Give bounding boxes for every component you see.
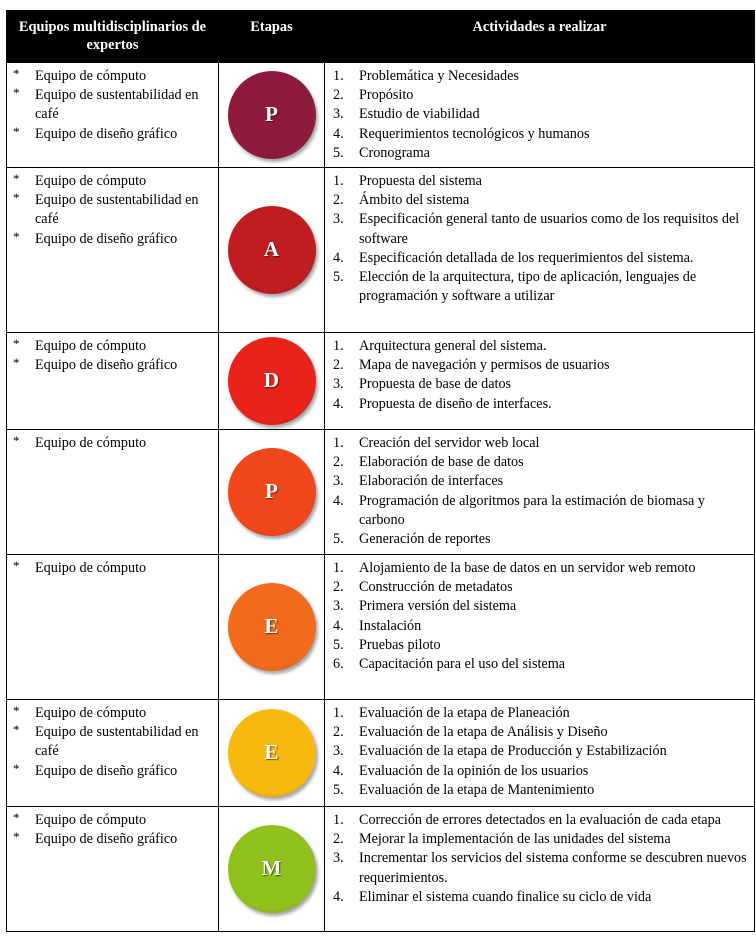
team-item (11, 559, 214, 578)
activity-text: Corrección de errores detectados en la evaluación de cada etapa (359, 812, 721, 829)
activity-item (329, 578, 750, 597)
team-item (11, 811, 214, 830)
activity-number: 2. (333, 579, 344, 596)
activity-text: Arquitectura general del sistema. (359, 338, 547, 355)
table-row (7, 333, 755, 430)
activity-text: Evaluación de la etapa de Mantenimiento (359, 781, 595, 798)
activity-text: Evaluación de la opinión de los usuarios (359, 762, 589, 779)
activity-text: Construcción de metadatos (359, 579, 513, 596)
activity-number: 1. (333, 338, 344, 355)
activity-number: 3. (333, 376, 344, 393)
stage-cell (219, 333, 325, 430)
activity-text: Propuesta del sistema (359, 173, 482, 190)
activity-number: 1. (333, 173, 344, 190)
activity-item (329, 655, 750, 674)
stage-circle (228, 337, 316, 425)
team-name: Equipo de diseño gráfico (35, 357, 178, 374)
team-item (11, 125, 214, 144)
team-item (11, 191, 214, 229)
teams-list (11, 704, 214, 781)
activity-text: Alojamiento de la base de datos en un servidor web remoto (359, 560, 696, 577)
team-item (11, 434, 214, 453)
teams-list (11, 559, 214, 578)
activity-text: Generación de reportes (359, 531, 491, 548)
team-name: Equipo de diseño gráfico (35, 230, 178, 247)
activity-item (329, 723, 750, 742)
activity-number: 4. (333, 888, 344, 905)
activity-item (329, 67, 750, 86)
asterisk-bullet-icon: * (13, 722, 20, 738)
activity-text: Programación de algoritmos para la estimación de biomasa y carbono (359, 492, 705, 528)
activity-number: 4. (333, 125, 344, 142)
activities-list (329, 67, 750, 163)
activity-text: Instalación (359, 617, 422, 634)
team-name: Equipo de sustentabilidad en café (35, 192, 199, 228)
activity-text: Capacitación para el uso del sistema (359, 656, 566, 673)
activities-cell (325, 555, 755, 700)
activity-number: 1. (333, 435, 344, 452)
activity-text: Especificación general tanto de usuarios como de los requisitos del software (359, 211, 740, 247)
team-name: Equipo de cómputo (35, 435, 147, 452)
stage-letter: M (261, 856, 282, 881)
teams-cell (7, 333, 219, 430)
activity-text: Problemática y Necesidades (359, 68, 519, 84)
activity-item (329, 617, 750, 636)
activity-text: Elaboración de base de datos (359, 454, 524, 471)
stage-cell (219, 168, 325, 333)
teams-cell (7, 63, 219, 168)
stage-circle (228, 448, 316, 536)
activities-cell (325, 63, 755, 168)
team-name: Equipo de cómputo (35, 173, 147, 190)
activity-text: Requerimientos tecnológicos y humanos (359, 125, 590, 142)
team-name: Equipo de cómputo (35, 338, 147, 355)
team-item (11, 356, 214, 375)
activity-item (329, 105, 750, 124)
activity-text: Primera versión del sistema (359, 598, 517, 615)
activity-number: 3. (333, 211, 344, 228)
activity-text: Evaluación de la etapa de Planeación (359, 705, 570, 722)
activity-item (329, 86, 750, 105)
team-item (11, 67, 214, 86)
team-item (11, 704, 214, 723)
stage-cell (219, 807, 325, 932)
team-name: Equipo de diseño gráfico (35, 831, 178, 848)
activity-number: 1. (333, 705, 344, 722)
activity-item (329, 268, 750, 306)
asterisk-bullet-icon: * (13, 829, 20, 845)
team-name: Equipo de sustentabilidad en café (35, 87, 199, 123)
asterisk-bullet-icon: * (13, 433, 20, 449)
team-item (11, 172, 214, 191)
activity-number: 2. (333, 87, 344, 104)
activity-text: Mejorar la implementación de las unidades del sistema (359, 831, 671, 848)
activities-cell (325, 700, 755, 807)
stage-circle (228, 709, 316, 797)
activity-number: 2. (333, 357, 344, 374)
activity-item (329, 472, 750, 491)
activity-number: 4. (333, 249, 344, 266)
asterisk-bullet-icon: * (13, 228, 20, 244)
activity-item (329, 530, 750, 549)
table-row (7, 168, 755, 333)
asterisk-bullet-icon: * (13, 190, 20, 206)
team-item (11, 230, 214, 249)
activities-list (329, 434, 750, 549)
activities-cell (325, 168, 755, 333)
stage-cell (219, 63, 325, 168)
teams-list (11, 811, 214, 849)
activity-number: 6. (333, 656, 344, 673)
teams-cell (7, 700, 219, 807)
activity-item (329, 811, 750, 830)
asterisk-bullet-icon: * (13, 171, 20, 187)
asterisk-bullet-icon: * (13, 66, 20, 81)
activities-list (329, 172, 750, 306)
stage-letter: P (265, 479, 278, 504)
activity-number: 4. (333, 762, 344, 779)
stage-circle (228, 71, 316, 159)
activity-item (329, 395, 750, 414)
activity-item (329, 762, 750, 781)
team-item (11, 830, 214, 849)
activities-cell (325, 807, 755, 932)
activity-number: 5. (333, 269, 344, 286)
activity-number: 2. (333, 454, 344, 471)
team-name: Equipo de sustentabilidad en café (35, 724, 199, 760)
activity-item (329, 172, 750, 191)
activities-list (329, 811, 750, 907)
stage-circle (228, 583, 316, 671)
teams-list (11, 434, 214, 453)
team-name: Equipo de cómputo (35, 68, 147, 84)
activity-item (329, 210, 750, 248)
activity-number: 4. (333, 395, 344, 412)
asterisk-bullet-icon: * (13, 760, 20, 776)
teams-cell (7, 807, 219, 932)
asterisk-bullet-icon: * (13, 558, 20, 574)
asterisk-bullet-icon: * (13, 336, 20, 352)
stage-cell (219, 430, 325, 555)
asterisk-bullet-icon: * (13, 810, 20, 826)
activity-item (329, 597, 750, 616)
activities-cell (325, 333, 755, 430)
teams-list (11, 67, 214, 144)
team-item (11, 723, 214, 761)
teams-cell (7, 168, 219, 333)
activity-number: 5. (333, 144, 344, 161)
teams-cell (7, 430, 219, 555)
table-row (7, 555, 755, 700)
activities-list (329, 704, 750, 800)
activity-item (329, 375, 750, 394)
team-item (11, 337, 214, 356)
activity-text: Creación del servidor web local (359, 435, 540, 452)
activity-text: Especificación detallada de los requerimientos del sistema. (359, 249, 694, 266)
header-activities: Actividades a realizar (325, 11, 755, 63)
activity-number: 3. (333, 106, 344, 123)
activity-text: Ámbito del sistema (359, 192, 470, 209)
activity-number: 2. (333, 724, 344, 741)
activity-item (329, 830, 750, 849)
activity-number: 5. (333, 531, 344, 548)
stage-letter: A (263, 237, 280, 262)
activity-text: Propuesta de base de datos (359, 376, 512, 393)
activity-text: Pruebas piloto (359, 636, 441, 653)
stage-letter: E (264, 614, 279, 639)
activity-text: Evaluación de la etapa de Producción y Estabilización (359, 743, 667, 760)
activity-number: 5. (333, 781, 344, 798)
table-row (7, 807, 755, 932)
activity-number: 1. (333, 812, 344, 829)
table-row (7, 63, 755, 168)
header-stages: Etapas (219, 11, 325, 63)
stage-cell (219, 700, 325, 807)
activity-item (329, 888, 750, 907)
asterisk-bullet-icon: * (13, 123, 20, 139)
team-item (11, 86, 214, 124)
activity-text: Cronograma (359, 144, 430, 161)
table-body (7, 63, 755, 932)
activity-item (329, 356, 750, 375)
activity-item (329, 636, 750, 655)
activity-number: 3. (333, 473, 344, 490)
activity-number: 1. (333, 68, 344, 84)
team-name: Equipo de diseño gráfico (35, 125, 178, 142)
activity-number: 1. (333, 560, 344, 577)
activity-item (329, 249, 750, 268)
activities-list (329, 337, 750, 414)
activity-number: 5. (333, 636, 344, 653)
team-name: Equipo de diseño gráfico (35, 762, 178, 779)
activity-text: Elección de la arquitectura, tipo de aplicación, lenguajes de programación y software a utilizar (359, 269, 697, 305)
header-teams: Equipos multidisciplinarios de expertos (7, 11, 219, 63)
asterisk-bullet-icon: * (13, 85, 20, 101)
team-name: Equipo de cómputo (35, 705, 147, 722)
activity-number: 4. (333, 617, 344, 634)
activity-number: 3. (333, 598, 344, 615)
activity-item (329, 453, 750, 472)
activity-text: Propósito (359, 87, 414, 104)
activity-number: 3. (333, 850, 344, 867)
activity-item (329, 337, 750, 356)
teams-cell (7, 555, 219, 700)
team-name: Equipo de cómputo (35, 812, 147, 829)
activity-text: Mapa de navegación y permisos de usuarios (359, 357, 610, 374)
stage-circle (228, 825, 316, 913)
activity-item (329, 434, 750, 453)
document-page (6, 10, 745, 932)
asterisk-bullet-icon: * (13, 703, 20, 719)
activity-text: Elaboración de interfaces (359, 473, 504, 490)
activity-item (329, 704, 750, 723)
teams-list (11, 172, 214, 249)
teams-list (11, 337, 214, 375)
activity-item (329, 849, 750, 887)
activity-text: Estudio de viabilidad (359, 106, 480, 123)
activity-item (329, 191, 750, 210)
stage-letter: P (265, 102, 278, 127)
table-header-row (7, 11, 755, 63)
activities-list (329, 559, 750, 674)
stage-circle (228, 206, 316, 294)
stage-cell (219, 555, 325, 700)
activity-text: Evaluación de la etapa de Análisis y Diseño (359, 724, 608, 741)
stage-letter: D (263, 368, 280, 393)
table-row (7, 700, 755, 807)
activity-item (329, 559, 750, 578)
activity-number: 3. (333, 743, 344, 760)
activity-number: 2. (333, 831, 344, 848)
activity-text: Propuesta de diseño de interfaces. (359, 395, 552, 412)
asterisk-bullet-icon: * (13, 355, 20, 371)
stages-table (6, 10, 755, 932)
activity-number: 4. (333, 492, 344, 509)
activity-item (329, 144, 750, 163)
activity-item (329, 781, 750, 800)
activity-text: Incrementar los servicios del sistema conforme se descubren nuevos requerimientos. (359, 850, 747, 886)
activity-item (329, 742, 750, 761)
table-row (7, 430, 755, 555)
activity-item (329, 125, 750, 144)
activities-cell (325, 430, 755, 555)
activity-item (329, 492, 750, 530)
team-name: Equipo de cómputo (35, 560, 147, 577)
stage-letter: E (264, 740, 279, 765)
team-item (11, 762, 214, 781)
activity-text: Eliminar el sistema cuando finalice su ciclo de vida (359, 888, 652, 905)
activity-number: 2. (333, 192, 344, 209)
